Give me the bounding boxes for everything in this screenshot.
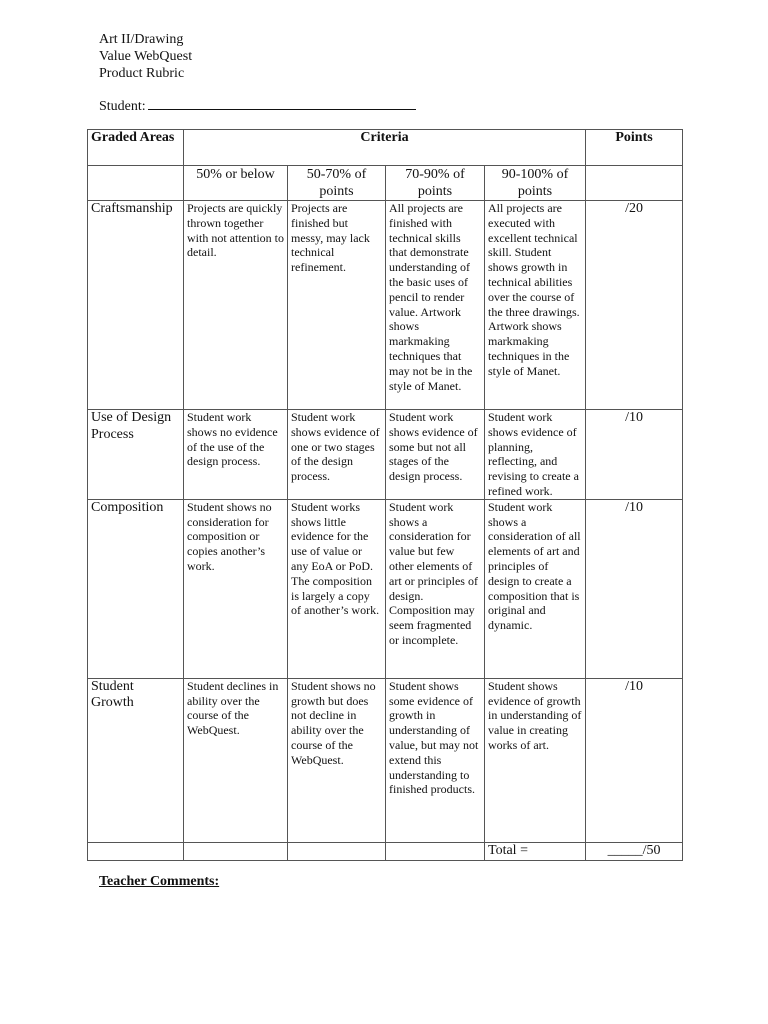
- student-label: Student:: [99, 99, 146, 114]
- criteria-cell: Student shows evidence of growth in understanding of value in creating works of art.: [485, 678, 586, 842]
- criteria-cell: Student work shows evidence of one or two stages of the design process.: [288, 410, 386, 500]
- table-row: [88, 678, 683, 842]
- student-name-field: [99, 97, 416, 115]
- document-header: [99, 31, 192, 82]
- criteria-cell: Projects are quickly thrown together with not attention to detail.: [184, 201, 288, 410]
- total-label: Total =: [485, 842, 586, 860]
- graded-area: Use of Design Process: [88, 410, 184, 500]
- empty-cell: [88, 166, 184, 201]
- criteria-cell: Student work shows a consideration for value but few other elements of art or principles of design. Composition may seem fragmented or incomplete.: [386, 499, 485, 678]
- graded-areas-header: Graded Areas: [88, 130, 184, 166]
- points-cell: /10: [586, 499, 683, 678]
- total-row: [88, 842, 683, 860]
- course-title: Art II/Drawing: [99, 32, 184, 47]
- empty-cell: [88, 842, 184, 860]
- criteria-cell: Student work shows no evidence of the use of the design process.: [184, 410, 288, 500]
- criteria-header: Criteria: [184, 130, 586, 166]
- graded-area: Student Growth: [88, 678, 184, 842]
- criteria-cell: Student work shows a consideration of all elements of art and principles of design to create a composition that is original and dynamic.: [485, 499, 586, 678]
- level-header: 50-70% of points: [288, 166, 386, 201]
- points-header: Points: [586, 130, 683, 166]
- criteria-cell: Student shows some evidence of growth in understanding of value, but may not extend this understanding to finished products.: [386, 678, 485, 842]
- criteria-cell: Student work shows evidence of planning, reflecting, and revising to create a refined work.: [485, 410, 586, 500]
- criteria-cell: Student shows no growth but does not decline in ability over the course of the WebQuest.: [288, 678, 386, 842]
- graded-area: Composition: [88, 499, 184, 678]
- level-header: 70-90% of points: [386, 166, 485, 201]
- points-cell: /10: [586, 410, 683, 500]
- level-header: 50% or below: [184, 166, 288, 201]
- assignment-title: Value WebQuest: [99, 49, 193, 64]
- criteria-cell: Projects are finished but messy, may lack technical refinement.: [288, 201, 386, 410]
- points-cell: /10: [586, 678, 683, 842]
- criteria-cell: All projects are finished with technical skills that demonstrate understanding of the basic uses of pencil to render value. Artwork shows markmaking techniques that may not be in the style of Manet.: [386, 201, 485, 410]
- criteria-cell: Student declines in ability over the course of the WebQuest.: [184, 678, 288, 842]
- total-points: _____/50: [586, 842, 683, 860]
- empty-cell: [386, 842, 485, 860]
- rubric-title: Product Rubric: [99, 66, 185, 81]
- table-header-row: [88, 130, 683, 166]
- teacher-comments-label: Teacher Comments:: [99, 874, 220, 889]
- criteria-cell: Student shows no consideration for composition or copies another’s work.: [184, 499, 288, 678]
- criteria-cell: Student work shows evidence of some but not all stages of the design process.: [386, 410, 485, 500]
- graded-area: Craftsmanship: [88, 201, 184, 410]
- empty-cell: [288, 842, 386, 860]
- empty-cell: [184, 842, 288, 860]
- table-row: [88, 201, 683, 410]
- points-cell: /20: [586, 201, 683, 410]
- criteria-cell: Student works shows little evidence for the use of value or any EoA or PoD. The composition is largely a copy of another’s work.: [288, 499, 386, 678]
- table-row: [88, 410, 683, 500]
- table-row: [88, 499, 683, 678]
- empty-cell: [586, 166, 683, 201]
- rubric-table: [87, 129, 683, 861]
- levels-row: [88, 166, 683, 201]
- criteria-cell: All projects are executed with excellent technical skill. Student shows growth in technical abilities over the course of the three drawings. Artwork shows markmaking techniques in the style of Manet.: [485, 201, 586, 410]
- level-header: 90-100% of points: [485, 166, 586, 201]
- student-name-blank[interactable]: [148, 97, 416, 110]
